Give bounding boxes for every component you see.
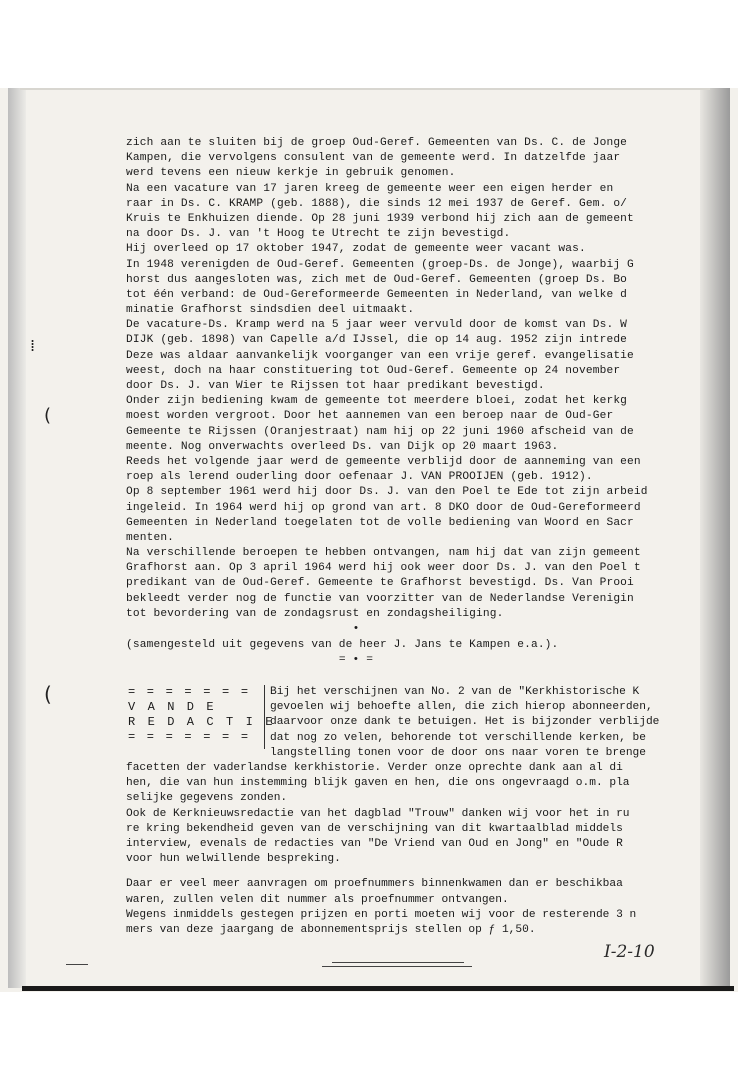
text-line: door Ds. J. van Wier te Rijssen tot haar predikant bevestigd. <box>126 380 545 392</box>
text-line: Na verschillende beroepen te hebben ontvangen, nam hij dat van zijn gemeent <box>126 547 641 560</box>
paragraph-5 <box>126 318 716 394</box>
text-line: Daar er veel meer aanvragen om proefnummers binnenkwamen dan er beschikbaa <box>126 878 623 891</box>
footer-rule-1 <box>332 962 464 963</box>
text-line: Ook de Kerknieuwsredactie van het dagblad "Trouw" danken wij voor het in ru <box>126 807 630 820</box>
text-line: minatie Grafhorst sindsdien deel uitmaakt. <box>126 304 415 317</box>
text-line: Grafhorst aan. Op 3 april 1964 werd hij ook weer door Ds. J. van den Poel t <box>126 562 641 575</box>
text-line: moest worden vergroot. Door het aannemen van een beroep naar de Oud-Ger <box>126 410 614 423</box>
text-line: voor hun welwillende bespreking. <box>126 853 341 866</box>
paragraph-4 <box>126 258 716 319</box>
text-line: daarvoor onze dank te betuigen. Het is bijzonder verblijde <box>270 716 660 729</box>
bullet-separator: • <box>352 623 360 635</box>
text-line: bekleedt verder nog de functie van voorzitter van de Nederlandse Verenigin <box>126 592 634 605</box>
paragraph-9 <box>126 546 716 622</box>
text-line: In 1948 verenigden de Oud-Geref. Gemeenten (groep-Ds. de Jonge), waarbij G <box>126 258 634 271</box>
paragraph-3 <box>126 242 716 257</box>
text-line: werd tevens een nieuw kerkje in gebruik genomen. <box>126 167 456 180</box>
text-line: horst dus aangesloten was, zich met de Oud-Geref. Gemeenten (groep Ds. Bo <box>126 273 628 286</box>
van-de-redactie-box <box>128 685 276 749</box>
text-line: Wegens inmiddels gestegen prijzen en porti moeten wij voor de resterende 3 n <box>126 908 637 921</box>
text-line: De vacature-Ds. Kramp werd na 5 jaar weer vervuld door de komst van Ds. W <box>126 319 628 332</box>
text-line: Op 8 september 1961 werd hij door Ds. J. van den Poel te Ede tot zijn arbeid <box>126 486 648 499</box>
box-heading-line-2: R E D A C T I E <box>128 715 276 729</box>
text-line: Gemeenten in Nederland toegelaten tot de volle bediening van Woord en Sacr <box>126 516 634 529</box>
text-line: roep als lerend ouderling door oefenaar J. VAN PROOIJEN (geb. 1912). <box>126 471 593 484</box>
text-line: DIJK (geb. 1898) van Capelle a/d IJssel, die op 14 aug. 1952 zijn intrede <box>126 334 628 347</box>
text-line: Bij het verschijnen van No. 2 van de "Kerkhistorische K <box>270 686 640 698</box>
text-line: tot één verband: de Oud-Gereformeerde Gemeenten in Nederland, van welke d <box>126 288 628 301</box>
paragraph-gap <box>126 867 716 877</box>
section-separator: = • = <box>338 654 374 667</box>
redactie-paragraph-beside-box <box>270 685 720 761</box>
text-line: Gemeente te Rijssen (Oranjestraat) nam hij op 22 juni 1960 afscheid van de <box>126 425 634 438</box>
paragraph-8 <box>126 485 716 546</box>
text-line: facetten der vaderlandse kerkhistorie. Verder onze oprechte dank aan al di <box>126 762 623 774</box>
text-line: mers van deze jaargang de abonnementsprijs stellen op ƒ 1,50. <box>126 923 536 936</box>
text-line: re kring bekendheid geven van de verschijning van dit kwartaalblad middels <box>126 822 623 835</box>
paragraph-1 <box>126 136 716 182</box>
text-line: weest, doch na haar constituering tot Oud-Geref. Gemeente op 24 november <box>126 364 621 377</box>
credit-line: (samengesteld uit gegevens van de heer J. Jans te Kampen e.a.). <box>126 639 559 651</box>
margin-bracket-mark: ⁞ <box>30 336 36 355</box>
text-line: predikant van de Oud-Geref. Gemeente te Grafhorst bevestigd. Ds. Van Prooi <box>126 577 634 590</box>
text-line: Hij overleed op 17 oktober 1947, zodat de gemeente weer vacant was. <box>126 243 586 256</box>
text-line: meente. Nog onverwachts overleed Ds. van Dijk op 20 maart 1963. <box>126 440 559 453</box>
redactie-continuation <box>126 761 716 938</box>
text-line: waren, zullen velen dit nummer als proefnummer ontvangen. <box>126 893 509 906</box>
text-line: tot bevordering van de zondagsrust en zondagsheiliging. <box>126 607 504 620</box>
paragraph-6 <box>126 394 716 455</box>
text-line: interview, evenals de redacties van "De Vriend van Oud en Jong" en "Oude R <box>126 837 623 850</box>
text-line: na door Ds. J. van 't Hoog te Utrecht te zijn bevestigd. <box>126 228 511 241</box>
page-reference-mark: I-2-10 <box>604 942 655 962</box>
text-line: raar in Ds. C. KRAMP (geb. 1888), die sinds 12 mei 1937 de Geref. Gem. o/ <box>126 197 628 210</box>
margin-paren-mark: ( <box>44 405 52 426</box>
margin-paren-mark-2: ( <box>44 682 52 706</box>
text-line: ingeleid. In 1964 werd hij op grond van art. 8 DKO door de Oud-Gereformeerd <box>126 501 641 514</box>
text-line: langstelling tonen voor de door ons naar voren te brenge <box>270 746 646 759</box>
text-line: selijke gegevens zonden. <box>126 792 288 805</box>
text-line: gevoelen wij behoefte allen, die zich hierop abonneerden, <box>270 701 653 714</box>
footer-rule-2 <box>322 966 472 967</box>
box-rule-top: = = = = = = = <box>128 685 251 699</box>
page-bottom-edge <box>22 986 734 991</box>
text-line: hen, die van hun instemming blijk gaven en hen, die ons ongevraagd o.m. pla <box>126 777 630 790</box>
paragraph-2 <box>126 182 716 243</box>
text-line: Onder zijn bediening kwam de gemeente tot meerdere bloei, zodat het kerkg <box>126 395 628 408</box>
text-line: Reeds het volgende jaar werd de gemeente verblijd door de aanneming van een <box>126 455 641 468</box>
article-body <box>126 136 716 668</box>
text-line: zich aan te sluiten bij de groep Oud-Geref. Gemeenten van Ds. C. de Jonge <box>126 137 628 149</box>
text-line: Kruis te Enkhuizen diende. Op 28 juni 1939 verbond hij zich aan de gemeent <box>126 212 634 225</box>
text-line: Na een vacature van 17 jaren kreeg de gemeente weer een eigen herder en <box>126 182 614 195</box>
box-rule-bottom: = = = = = = = <box>128 730 251 744</box>
page-top-edge <box>20 88 710 90</box>
text-line: Kampen, die vervolgens consulent van de gemeente werd. In datzelfde jaar <box>126 152 621 165</box>
paragraph-7 <box>126 455 716 485</box>
text-line: dat nog zo velen, behorende tot verschillende kerken, be <box>270 731 646 744</box>
box-heading-line-1: V A N D E <box>128 700 217 714</box>
text-line: menten. <box>126 531 175 544</box>
page-left-shadow <box>8 88 26 988</box>
footer-dash-left <box>66 964 88 965</box>
text-line: Deze was aldaar aanvankelijk voorganger van een vrije geref. evangelisatie <box>126 349 634 362</box>
